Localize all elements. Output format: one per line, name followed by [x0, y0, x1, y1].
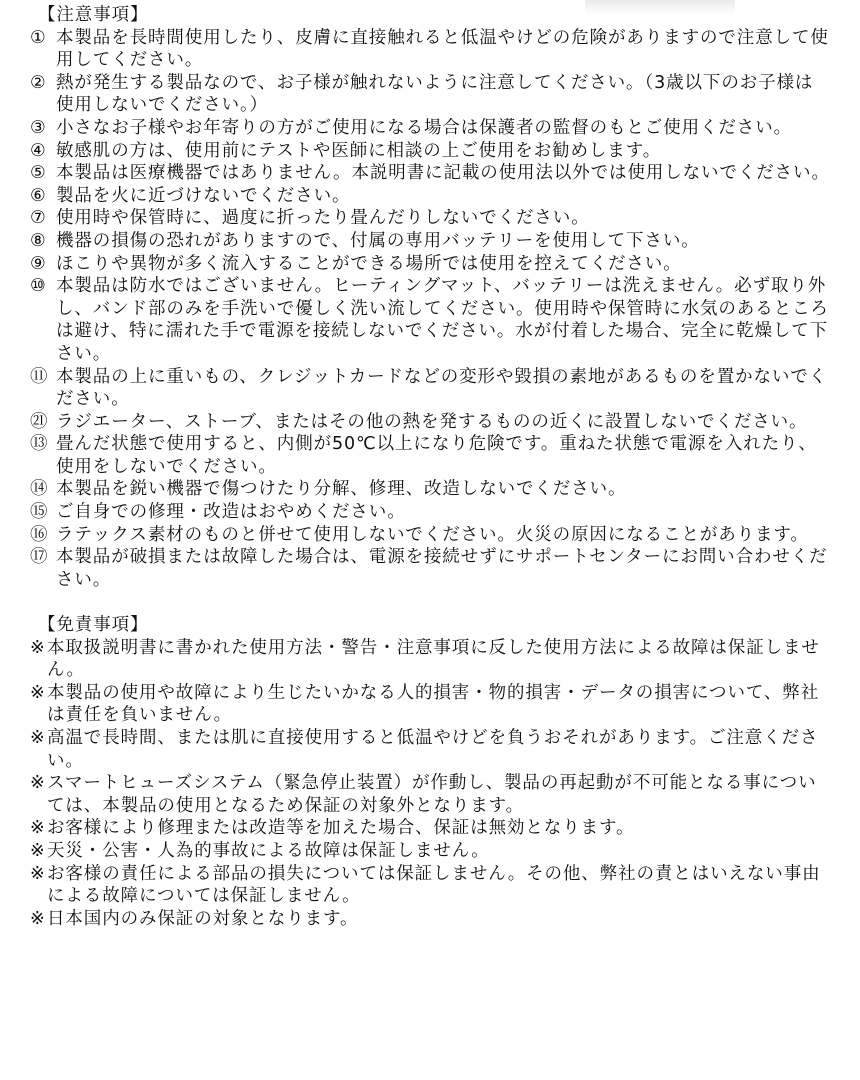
item-text: 本製品の使用や故障により生じたいかなる人的損害・物的損害・データの損害について、弊社は責任を負いません。	[47, 682, 820, 726]
disclaimer-item-6	[30, 840, 830, 863]
precaution-item-11	[30, 366, 830, 411]
section-spacer	[30, 591, 830, 614]
item-text: 畳んだ状態で使用すると、内側が50℃以上になり危険です。重ねた状態で電源を入れたり、使用をしないでください。	[56, 434, 817, 477]
item-number: ⑮	[30, 502, 49, 523]
precaution-item-1	[30, 27, 830, 72]
item-text: 本取扱説明書に書かれた使用方法・警告・注意事項に反した使用方法による故障は保証しません。	[47, 637, 820, 681]
item-number: ①	[30, 27, 47, 48]
precaution-item-6	[30, 185, 830, 208]
item-text: 本製品が破損または故障した場合は、電源を接続せずにサポートセンターにお問い合わせください。	[56, 547, 828, 590]
precautions-heading: 【注意事項】	[38, 5, 149, 25]
note-mark: ※	[30, 840, 46, 861]
disclaimer-item-8	[30, 908, 830, 931]
note-mark: ※	[30, 637, 46, 658]
item-text: 熱が発生する製品なので、お子様が触れないように注意してください。（3歳以下のお子様は使用しないでください。）	[56, 72, 814, 116]
item-number: ⑯	[30, 524, 49, 545]
disclaimer-section	[30, 614, 830, 930]
item-text: 高温で長時間、または肌に直接使用すると低温やけどを負うおそれがあります。ご注意ください。	[47, 728, 819, 771]
note-mark: ※	[30, 863, 46, 884]
item-number: ⑩	[30, 276, 47, 297]
precaution-item-4	[30, 140, 830, 163]
item-text: 本製品を鋭い機器で傷つけたり分解、修理、改造しないでください。	[56, 479, 627, 500]
item-text: 日本国内のみ保証の対象となります。	[47, 908, 359, 929]
item-text: ご自身での修理・改造はおやめください。	[56, 502, 406, 523]
precaution-item-7	[30, 207, 830, 230]
note-mark: ※	[30, 728, 46, 748]
item-text: ほこりや異物が多く流入することができる場所では使用を控えてください。	[56, 253, 682, 274]
item-number: ⑨	[30, 253, 47, 274]
item-text: お客様の責任による部品の損失については保証しません。その他、弊社の責とはいえない事由による故障については保証しません。	[47, 863, 821, 907]
disclaimer-item-3	[30, 727, 830, 772]
item-text: ラジエーター、ストーブ、またはその他の熱を発するものの近くに設置しないでください。	[56, 411, 808, 432]
disclaimer-item-4	[30, 772, 830, 817]
item-text: お客様により修理または改造等を加えた場合、保証は無効となります。	[47, 818, 635, 839]
precaution-item-17	[30, 546, 830, 591]
note-mark: ※	[30, 773, 46, 794]
precaution-item-2	[30, 72, 830, 117]
item-number: ⑦	[30, 208, 47, 229]
item-text: 製品を火に近づけないでください。	[56, 185, 351, 206]
precaution-item-15	[30, 501, 830, 524]
precautions-section	[30, 4, 830, 591]
item-number: ⑧	[30, 230, 47, 251]
item-text: 天災・公害・人為的事故による故障は保証しません。	[47, 840, 490, 861]
precaution-item-14	[30, 478, 830, 501]
item-text: スマートヒューズシステム（緊急停止装置）が作動し、製品の再起動が不可能となる事については、本製品の使用となるため保証の対象外となります。	[47, 773, 817, 816]
item-number: ⑤	[30, 163, 47, 184]
item-text: 本製品を長時間使用したり、皮膚に直接触れると低温やけどの危険がありますので注意して使用してください。	[56, 27, 829, 71]
item-number: ⑪	[30, 366, 49, 387]
item-number: ⑬	[30, 434, 49, 455]
item-number: ⑥	[30, 185, 47, 206]
disclaimer-item-7	[30, 863, 830, 908]
precaution-item-16	[30, 524, 830, 547]
precaution-item-13	[30, 433, 830, 478]
precaution-item-9	[30, 253, 830, 276]
item-number: ③	[30, 117, 47, 138]
item-number: ②	[30, 72, 47, 93]
note-mark: ※	[30, 818, 46, 839]
disclaimer-item-1	[30, 637, 830, 682]
disclaimer-heading: 【免責事項】	[38, 615, 149, 636]
precaution-item-10	[30, 275, 830, 365]
note-mark: ※	[30, 682, 46, 703]
item-number: ⑭	[30, 479, 49, 500]
item-text: 本製品は防水ではございません。ヒーティングマット、バッテリーは洗えません。必ず取り外し、バンド部のみを手洗いで優しく洗い流してください。使用時や保管時に水気のあるところは避け、特に濡れた手で電源を接続しないでください。水が付着した場合、完全に乾燥して下さい。	[56, 276, 829, 364]
item-text: 小さなお子様やお年寄りの方がご使用になる場合は保護者の監督のもとご使用ください。	[56, 117, 792, 138]
item-text: 使用時や保管時に、過度に折ったり畳んだりしないでください。	[56, 208, 590, 229]
precaution-item-5	[30, 162, 830, 185]
precaution-item-12	[30, 411, 830, 434]
note-mark: ※	[30, 908, 46, 929]
item-number: ㉑	[30, 411, 49, 432]
disclaimer-item-5	[30, 817, 830, 840]
instruction-document	[30, 4, 830, 930]
item-number: ④	[30, 140, 47, 161]
disclaimer-item-2	[30, 682, 830, 727]
precaution-item-8	[30, 230, 830, 253]
item-text: ラテックス素材のものと併せて使用しないでください。火災の原因になることがあります。	[56, 524, 809, 545]
item-text: 敏感肌の方は、使用前にテストや医師に相談の上ご使用をお勧めします。	[56, 140, 662, 161]
item-text: 本製品の上に重いもの、クレジットカードなどの変形や毀損の素地があるものを置かないでください。	[56, 366, 828, 410]
item-text: 機器の損傷の恐れがありますので、付属の専用バッテリーを使用して下さい。	[56, 230, 700, 251]
item-text: 本製品は医療機器ではありません。本説明書に記載の使用法以外では使用しないでください。	[56, 163, 830, 184]
precaution-item-3	[30, 117, 830, 140]
item-number: ⑰	[30, 547, 49, 568]
